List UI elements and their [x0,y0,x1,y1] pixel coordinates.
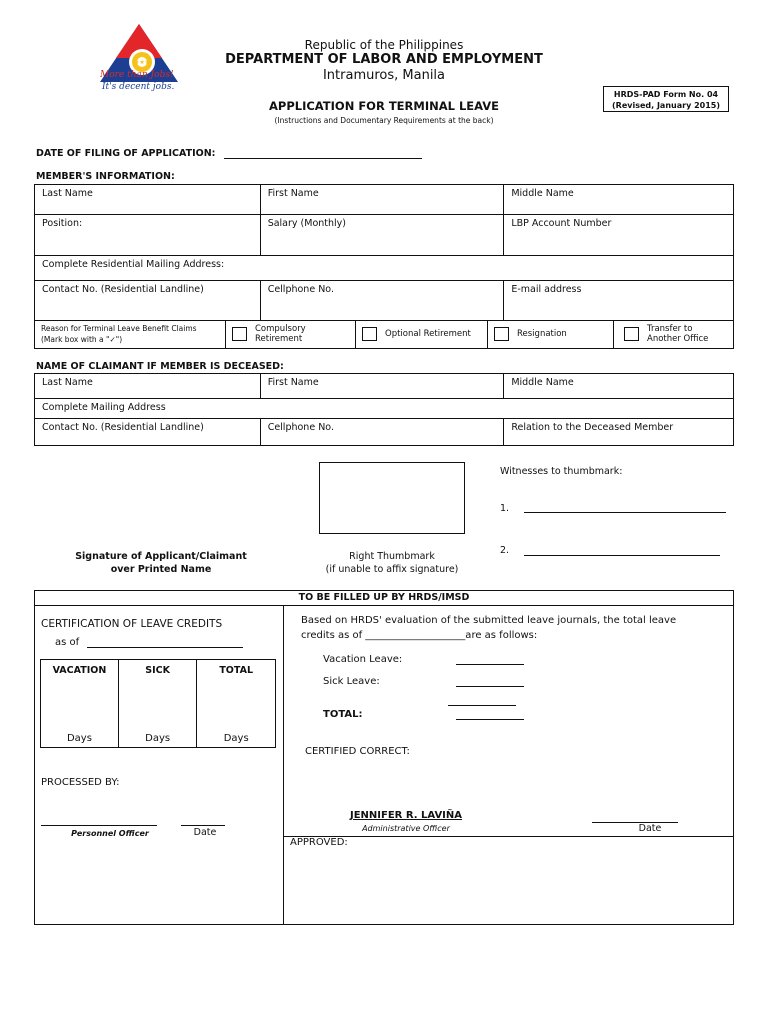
witness-2-field[interactable] [524,555,720,556]
member-salary-field[interactable] [260,215,504,256]
approved-label: APPROVED: [290,837,348,848]
thumbmark-label-2: (if unable to affix signature) [325,564,459,575]
date-filing-field[interactable] [224,158,422,159]
dole-logo [98,22,180,102]
sick-header: SICK [145,665,170,676]
republic-text: Republic of the Philippines [304,38,464,52]
personnel-officer-sign-field[interactable] [41,825,157,826]
signature-label-1: Signature of Applicant/Claimant [75,551,247,562]
member-heading: MEMBER'S INFORMATION: [36,171,175,182]
claimant-contact-label: Contact No. (Residential Landline) [42,422,204,433]
member-cellphone-field[interactable] [260,281,504,321]
member-address-field[interactable] [35,256,734,281]
member-lbp-label: LBP Account Number [511,218,612,229]
option-transfer[interactable] [613,320,734,348]
compulsory-checkbox[interactable] [232,327,247,341]
member-last-name-field[interactable] [35,185,261,215]
claimant-relation-label: Relation to the Deceased Member [511,422,674,433]
option-optional-retirement[interactable] [355,320,487,348]
member-address-label: Complete Residential Mailing Address: [42,259,225,270]
form-revision: (Revised, January 2015) [612,101,720,110]
claimant-contact-field[interactable] [35,419,261,446]
cert-as-of-field[interactable] [87,647,243,648]
member-middle-name-field[interactable] [504,185,734,215]
total-cell[interactable] [197,660,276,748]
claimant-cellphone-field[interactable] [260,419,504,446]
claimant-first-name-label: First Name [267,377,319,388]
logo-slogan-1: More than Jobs! [100,70,174,80]
processed-by-label: PROCESSED BY: [41,777,120,788]
transfer-label: Transfer to Another Office [647,323,709,344]
claimant-middle-name-field[interactable] [504,374,734,399]
hrds-heading: TO BE FILLED UP BY HRDS/IMSD [35,591,733,606]
total-rule [448,705,516,706]
processed-date-field[interactable] [181,825,225,826]
member-position-field[interactable] [35,215,261,256]
total-leave-field[interactable] [456,719,524,720]
total-leave-label: TOTAL: [323,709,363,720]
member-salary-label: Salary (Monthly) [267,218,346,229]
member-first-name-label: First Name [267,188,319,199]
vacation-cell[interactable] [41,660,119,748]
evaluation-text-2: credits as of ____________________are as follows: [301,630,538,641]
officer-name: JENNIFER R. LAVIÑA [349,810,463,821]
claimant-last-name-field[interactable] [35,374,261,399]
option-resignation[interactable] [487,320,613,348]
thumbmark-label-1: Right Thumbmark [349,551,435,562]
approved-signature-area[interactable] [284,851,732,923]
compulsory-label: Compulsory Retirement [255,323,306,344]
form-subtitle: (Instructions and Documentary Requirements at the back) [274,116,494,125]
member-email-label: E-mail address [511,284,582,295]
option-compulsory-retirement[interactable] [225,320,355,348]
optional-checkbox[interactable] [362,327,377,341]
cert-leave-title: CERTIFICATION OF LEAVE CREDITS [41,618,223,630]
reason-label: Reason for Terminal Leave Benefit Claims (Mark box with a "✓") [41,324,197,344]
claimant-relation-field[interactable] [504,419,734,446]
form-title: APPLICATION FOR TERMINAL LEAVE [268,99,500,113]
member-cellphone-label: Cellphone No. [267,284,334,295]
claimant-middle-name-label: Middle Name [511,377,574,388]
claimant-address-field[interactable] [35,399,734,419]
cert-as-of-label: as of [55,637,80,648]
optional-label: Optional Retirement [385,328,471,339]
sick-cell[interactable] [118,660,197,748]
sick-leave-label: Sick Leave: [323,676,380,687]
approved-divider [283,836,734,837]
witness-label: Witnesses to thumbmark: [500,466,623,477]
resignation-label: Resignation [517,328,567,339]
vacation-leave-field[interactable] [456,664,524,665]
sick-leave-field[interactable] [456,686,524,687]
member-contact-field[interactable] [35,281,261,321]
reason-row [34,320,734,349]
witness-1-number: 1. [500,503,510,514]
claimant-heading: NAME OF CLAIMANT IF MEMBER IS DECEASED: [36,361,284,372]
claimant-address-label: Complete Mailing Address [42,402,166,413]
thumbmark-box[interactable] [319,462,465,534]
member-position-label: Position: [42,218,83,229]
vacation-days: Days [66,733,92,744]
member-middle-name-label: Middle Name [511,188,574,199]
resignation-checkbox[interactable] [494,327,509,341]
form-code-box [603,86,729,112]
certified-correct-label: CERTIFIED CORRECT: [305,746,410,757]
signature-label-2: over Printed Name [110,564,212,575]
date-filing-label: DATE OF FILING OF APPLICATION: [36,148,216,159]
member-contact-label: Contact No. (Residential Landline) [42,284,204,295]
officer-title: Administrative Officer [362,824,450,833]
transfer-checkbox[interactable] [624,327,639,341]
sick-days: Days [145,733,171,744]
total-header: TOTAL [219,665,254,676]
member-last-name-label: Last Name [42,188,93,199]
vacation-header: VACATION [52,665,107,676]
claimant-first-name-field[interactable] [260,374,504,399]
svg-text:★★★: ★★★ [134,59,151,66]
leave-credits-table [40,659,276,748]
witness-1-field[interactable] [524,512,726,513]
personnel-officer-label: Personnel Officer [71,829,149,838]
claimant-table [34,373,734,446]
claimant-cellphone-label: Cellphone No. [267,422,334,433]
member-table [34,184,734,321]
department-location: Intramuros, Manila [322,68,446,83]
claimant-last-name-label: Last Name [42,377,93,388]
form-code: HRDS-PAD Form No. 04 [613,90,719,99]
member-lbp-field[interactable] [504,215,734,256]
certified-date-label: Date [638,823,662,834]
evaluation-text-1: Based on HRDS' evaluation of the submitted leave journals, the total leave [301,615,677,626]
logo-slogan-2: It's decent jobs. [102,82,175,92]
witness-2-number: 2. [500,545,510,556]
hrds-section [34,590,734,925]
vacation-leave-label: Vacation Leave: [323,654,403,665]
total-days: Days [223,733,249,744]
member-first-name-field[interactable] [260,185,504,215]
processed-date-label: Date [193,827,217,838]
member-email-field[interactable] [504,281,734,321]
department-name: DEPARTMENT OF LABOR AND EMPLOYMENT [225,52,543,67]
